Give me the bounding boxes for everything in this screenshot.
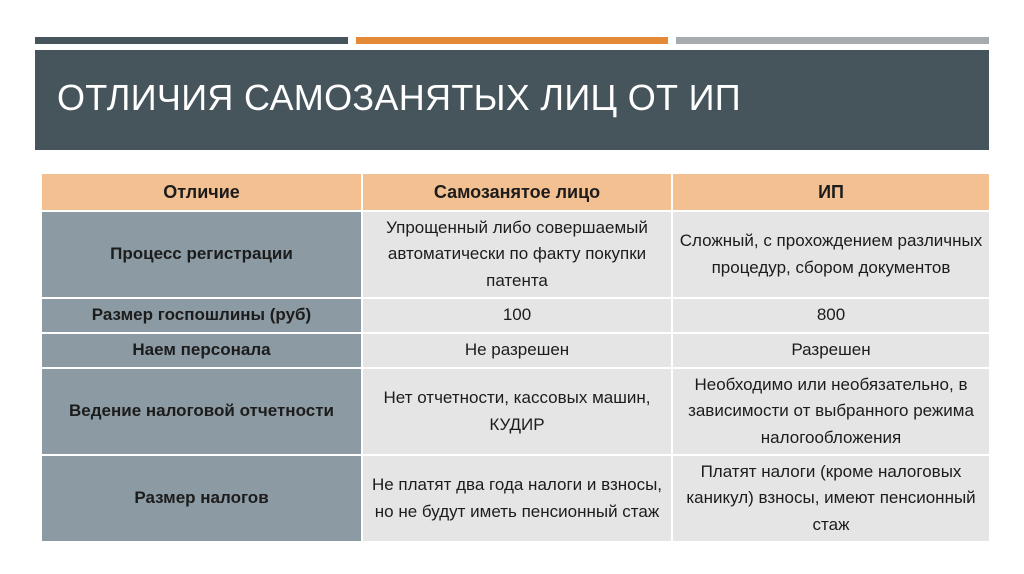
title-band	[35, 50, 989, 150]
column-header-self-employed: Самозанятое лицо	[362, 173, 672, 211]
table-row	[41, 455, 990, 542]
accent-bar-dark	[35, 37, 348, 44]
cell-self-employed: Не разрешен	[362, 333, 672, 368]
cell-ip: Платят налоги (кроме налоговых каникул) взносы, имеют пенсионный стаж	[672, 455, 990, 542]
table-row	[41, 298, 990, 333]
cell-ip: 800	[672, 298, 990, 333]
table-header-row	[41, 173, 990, 211]
table-row	[41, 211, 990, 298]
column-header-ip: ИП	[672, 173, 990, 211]
table-row	[41, 333, 990, 368]
cell-ip: Разрешен	[672, 333, 990, 368]
cell-self-employed: Упрощенный либо совершаемый автоматически по факту покупки патента	[362, 211, 672, 298]
cell-self-employed: Нет отчетности, кассовых машин, КУДИР	[362, 368, 672, 455]
row-header: Размер госпошлины (руб)	[41, 298, 362, 333]
cell-self-employed: Не платят два года налоги и взносы, но не будут иметь пенсионный стаж	[362, 455, 672, 542]
accent-bar-gray	[676, 37, 989, 44]
row-header: Наем персонала	[41, 333, 362, 368]
comparison-table	[40, 172, 991, 543]
column-header-difference: Отличие	[41, 173, 362, 211]
cell-self-employed: 100	[362, 298, 672, 333]
slide-title: ОТЛИЧИЯ САМОЗАНЯТЫХ ЛИЦ ОТ ИП	[57, 77, 741, 118]
accent-bar-orange	[356, 37, 668, 44]
row-header: Ведение налоговой отчетности	[41, 368, 362, 455]
cell-ip: Сложный, с прохождением различных процедур, сбором документов	[672, 211, 990, 298]
row-header: Процесс регистрации	[41, 211, 362, 298]
row-header: Размер налогов	[41, 455, 362, 542]
table-row	[41, 368, 990, 455]
cell-ip: Необходимо или необязательно, в зависимости от выбранного режима налогообложения	[672, 368, 990, 455]
